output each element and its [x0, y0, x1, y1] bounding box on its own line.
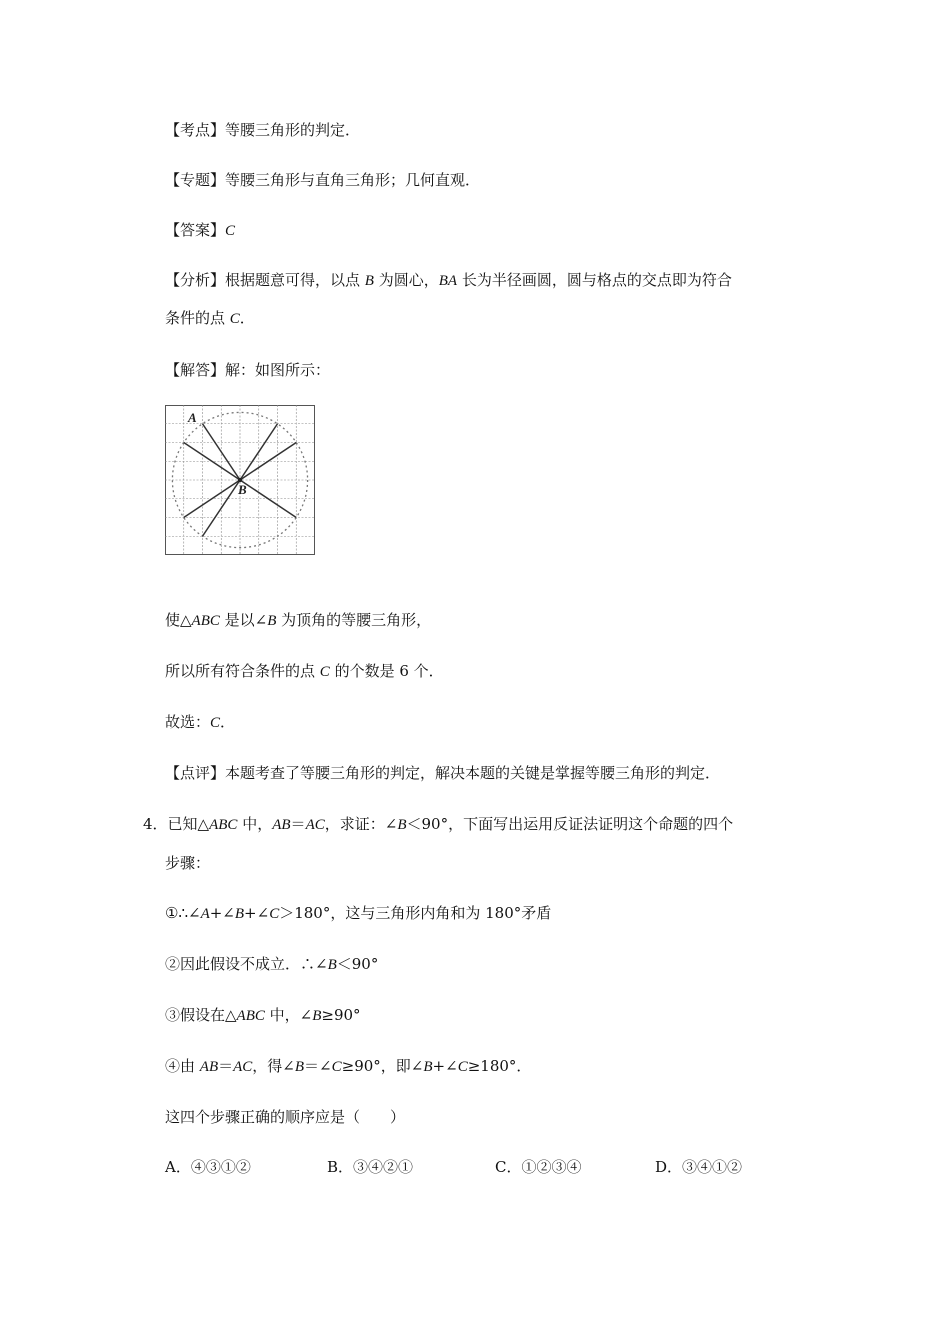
sol2-v1: C	[319, 664, 330, 680]
option-b-letter: B．	[327, 1158, 354, 1176]
step1-t1: ①∴∠	[165, 904, 201, 922]
sol3-v1: C	[210, 715, 221, 731]
fenxi-t2: 为圆心，	[373, 271, 439, 289]
q-t3: ＝	[290, 815, 306, 833]
dianping-line	[165, 763, 720, 783]
grid-figure	[165, 405, 315, 555]
sol1-t2: 是以∠	[219, 611, 268, 629]
zhuanti-line	[165, 170, 480, 190]
dianping-label: 【点评】	[165, 764, 226, 782]
step4-t2: ＝	[218, 1057, 234, 1075]
step4-t6: +∠	[432, 1057, 458, 1075]
option-b-text: ③④②①	[353, 1158, 414, 1176]
step3-t1: ③假设在△	[165, 1006, 237, 1024]
sol1-t1: 使△	[165, 611, 192, 629]
step1-t4: ＞180°，这与三角形内角和为 180°矛盾	[279, 904, 552, 922]
option-c-text: ①②③④	[521, 1158, 582, 1176]
fenxi-label: 【分析】	[165, 271, 226, 289]
step4-t3: ，得∠	[252, 1057, 295, 1075]
question-line-1	[143, 814, 733, 835]
q-v3: AC	[305, 817, 325, 833]
q-v2: AB	[272, 817, 291, 833]
kaodian-line	[165, 120, 360, 140]
step4-t7: ≥180°．	[467, 1057, 532, 1075]
fenxi-line-2	[165, 308, 255, 329]
step2-v1: B	[327, 957, 337, 973]
step3-v2: B	[312, 1008, 322, 1024]
step4-v2: AC	[233, 1059, 253, 1075]
fenxi-v2: BA	[438, 273, 458, 289]
step2-t2: ＜90°	[336, 955, 379, 973]
sol3-t1: 故选：	[165, 713, 211, 731]
step-1	[165, 903, 551, 924]
option-d-text: ③④①②	[682, 1158, 743, 1176]
step3-t3: ≥90°	[321, 1006, 361, 1024]
step1-v2: B	[234, 906, 245, 922]
fenxi-t1: 根据题意可得，以点	[225, 271, 365, 289]
sol-line-2	[165, 661, 444, 682]
step4-t5: ≥90°，即∠	[341, 1057, 424, 1075]
option-d-letter: D．	[655, 1158, 683, 1176]
sol1-t3: 为顶角的等腰三角形，	[276, 611, 432, 629]
step-2	[165, 954, 378, 975]
q-t5: ＜90°，下面写出运用反证法证明这个命题的四个	[406, 815, 734, 833]
step3-t2: 中，∠	[264, 1006, 313, 1024]
option-a-letter: A．	[165, 1158, 191, 1176]
jieda-label: 【解答】	[165, 361, 226, 379]
kaodian-label: 【考点】	[165, 121, 226, 139]
zhuanti-text: 等腰三角形与直角三角形；几何直观．	[225, 171, 481, 189]
step4-t4: ＝∠	[304, 1057, 332, 1075]
jieda-line	[165, 360, 330, 380]
option-c[interactable]	[495, 1157, 582, 1177]
question-line-2	[165, 853, 210, 873]
step-3	[165, 1005, 361, 1026]
fenxi-v1: B	[364, 273, 374, 289]
step1-v3: C	[269, 906, 280, 922]
option-a[interactable]	[165, 1157, 251, 1177]
q-t2: 中，	[237, 815, 273, 833]
question-prompt: 这四个步骤正确的顺序应是（ ）	[165, 1108, 406, 1126]
fenxi-v3: C	[229, 311, 240, 327]
daan-label: 【答案】	[165, 221, 226, 239]
label-a: A	[188, 410, 197, 425]
sol-line-3	[165, 712, 235, 733]
step4-v4: C	[331, 1059, 342, 1075]
label-b: B	[238, 482, 247, 497]
sol1-v2: B	[267, 613, 277, 629]
step1-t2: +∠	[209, 904, 235, 922]
step4-v1: AB	[199, 1059, 219, 1075]
option-d[interactable]	[655, 1157, 742, 1177]
jieda-text: 解：如图所示：	[225, 361, 331, 379]
fenxi-t3: 长为半径画圆，圆与格点的交点即为符合	[457, 271, 732, 289]
option-a-text: ④③①②	[190, 1158, 251, 1176]
option-c-letter: C．	[495, 1158, 522, 1176]
sol1-v1: ABC	[191, 613, 220, 629]
sol-line-1	[165, 610, 431, 631]
sol2-t1: 所以所有符合条件的点	[165, 662, 320, 680]
step1-v1: A	[200, 906, 210, 922]
fenxi-t5: ．	[239, 309, 255, 327]
fenxi-line-1	[165, 270, 732, 291]
sol3-t2: ．	[220, 713, 236, 731]
step4-v3: B	[294, 1059, 305, 1075]
dianping-text: 本题考查了等腰三角形的判定，解决本题的关键是掌握等腰三角形的判定．	[225, 764, 721, 782]
q-t6: 步骤：	[165, 854, 211, 872]
zhuanti-label: 【专题】	[165, 171, 226, 189]
daan-line	[165, 220, 235, 241]
q-t1: 已知△	[167, 815, 210, 833]
step1-t3: +∠	[244, 904, 270, 922]
daan-value: C	[225, 223, 236, 239]
sol2-t2: 的个数是 6 个．	[329, 662, 444, 680]
option-b[interactable]	[327, 1157, 413, 1177]
kaodian-text: 等腰三角形的判定．	[225, 121, 361, 139]
step3-v1: ABC	[236, 1008, 265, 1024]
step4-t1: ④由	[165, 1057, 200, 1075]
question-number: 4．	[143, 815, 168, 833]
fenxi-t4: 条件的点	[165, 309, 230, 327]
q-t4: ，求证：∠	[324, 815, 398, 833]
q-v4: B	[397, 817, 407, 833]
step2-t1: ②因此假设不成立．∴∠	[165, 955, 328, 973]
q-v1: ABC	[209, 817, 238, 833]
step4-v5: B	[423, 1059, 433, 1075]
step4-v6: C	[457, 1059, 468, 1075]
step-4	[165, 1056, 531, 1077]
